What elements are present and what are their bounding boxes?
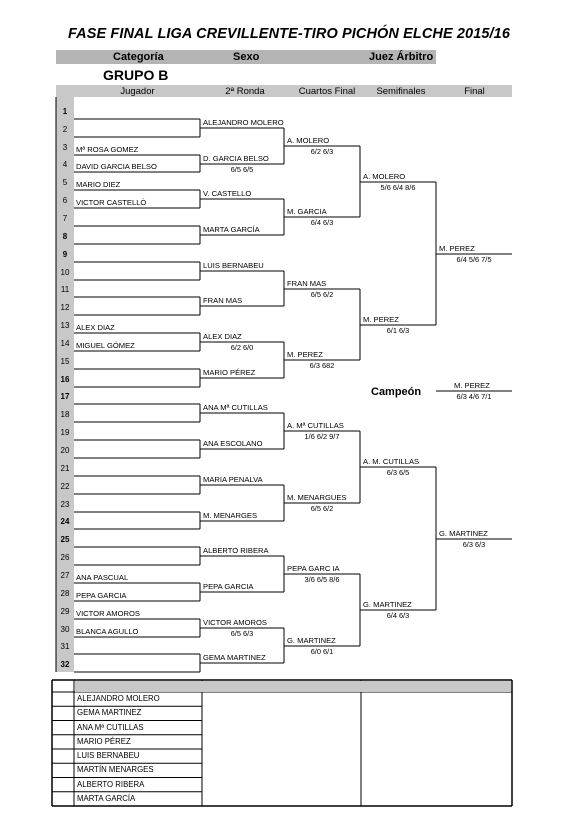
seed-name: GEMA MARTINEZ	[77, 708, 142, 718]
final-score: 6/4 5/6 7/5	[456, 255, 492, 264]
seed-number: 10	[60, 268, 70, 277]
seed-number: 27	[60, 571, 70, 580]
seed-name: MARTA GARCÍA	[77, 793, 136, 803]
r2-name: ALEX DIAZ	[203, 332, 242, 341]
qf-score: 6/2 6/3	[310, 147, 334, 156]
player-name: ALEX DIAZ	[76, 323, 115, 332]
player-name: Mª ROSA GOMEZ	[76, 145, 139, 154]
seed-number: 21	[60, 464, 70, 473]
seed-number: 14	[60, 339, 70, 348]
col-final: Final	[464, 86, 485, 97]
seed-number: 29	[60, 607, 70, 616]
seed-number: 4	[62, 160, 68, 169]
seeds-header-bar	[75, 681, 511, 692]
sf-score: 6/1 6/3	[386, 326, 410, 335]
seed-number: 5	[62, 178, 68, 187]
sf-name: A. MOLERO	[363, 172, 406, 181]
seed-number: 20	[60, 446, 70, 455]
r2-name: FRAN MAS	[203, 296, 243, 305]
seed-name: MARIO PÉREZ	[77, 736, 131, 746]
seed-number: 7	[62, 214, 68, 223]
qf-name: M. GARCIA	[287, 207, 327, 216]
col-cuartos: Cuartos Final	[298, 86, 356, 97]
r2-name: VICTOR AMOROS	[203, 618, 267, 627]
seed-number: 1	[62, 107, 68, 116]
r2-name: M. MENARGES	[203, 511, 258, 520]
player-name: VICTOR CASTELLÓ	[76, 198, 147, 207]
player-name: ANA PASCUAL	[76, 573, 129, 582]
qf-name: M. MENARGUES	[287, 493, 347, 502]
seed-number: 24	[60, 517, 70, 526]
r2-name: ANA Mª CUTILLAS	[203, 403, 268, 412]
seed-name: LUIS BERNABEU	[77, 751, 140, 760]
r2-name: ALEJANDRO MOLERO	[203, 118, 284, 127]
juez-label: Juez Árbitro	[369, 51, 434, 63]
r2-name: MARTA GARCÍA	[203, 225, 260, 234]
col-jugador: Jugador	[120, 86, 155, 97]
seed-number: 19	[60, 428, 70, 437]
qf-score: 3/6 6/5 8/6	[304, 575, 340, 584]
grupo-label: GRUPO B	[103, 67, 169, 83]
seed-name: ANA Mª CUTILLAS	[77, 722, 144, 732]
qf-score: 6/4 6/3	[310, 218, 334, 227]
player-name: BLANCA AGULLO	[76, 627, 139, 636]
seed-number: 12	[60, 303, 70, 312]
final-name: M. PEREZ	[439, 244, 475, 253]
r2-name: ALBERTO RIBERA	[203, 546, 269, 555]
seed-number: 6	[62, 196, 68, 205]
champion-label: Campeón	[371, 386, 422, 398]
r2-name: PEPA GARCIA	[203, 582, 254, 591]
seed-number: 25	[60, 535, 70, 544]
sf-name: G. MARTINEZ	[363, 600, 412, 609]
col-segunda-ronda: 2ª Ronda	[225, 86, 265, 97]
qf-name: A. MOLERO	[287, 136, 330, 145]
page-title: FASE FINAL LIGA CREVILLENTE-TIRO PICHÓN ELCHE 2015/16	[68, 26, 510, 42]
seed-number: 28	[60, 589, 70, 598]
sexo-label: Sexo	[233, 51, 260, 63]
champion-score: 6/3 4/6 7/1	[456, 392, 492, 401]
qf-score: 6/3 682	[309, 361, 335, 370]
r2-name: V. CASTELLO	[203, 189, 252, 198]
categoria-label: Categoría	[113, 51, 164, 63]
qf-score: 6/0 6/1	[310, 647, 334, 656]
seed-number: 16	[60, 375, 70, 384]
seed-name: ALEJANDRO MOLERO	[77, 694, 160, 703]
player-name: DAVID GARCIA BELSO	[76, 162, 157, 171]
qf-name: G. MARTINEZ	[287, 636, 336, 645]
qf-name: FRAN MAS	[287, 279, 327, 288]
r2-name: LUIS BERNABEU	[203, 261, 264, 270]
final-name: G. MARTINEZ	[439, 529, 488, 538]
player-name: MIGUEL GÓMEZ	[76, 341, 135, 350]
seed-number: 18	[60, 410, 70, 419]
seed-number: 26	[60, 553, 70, 562]
sf-score: 5/6 6/4 8/6	[380, 183, 416, 192]
r2-score: 6/2 6/0	[230, 343, 254, 352]
sf-score: 6/4 6/3	[386, 611, 410, 620]
qf-name: A. Mª CUTILLAS	[287, 421, 344, 430]
qf-name: M. PEREZ	[287, 350, 323, 359]
r2-name: ANA ESCOLANO	[203, 439, 263, 448]
r2-score: 6/5 6/5	[230, 165, 254, 174]
qf-name: PEPA GARC IA	[287, 564, 340, 573]
seed-name: ALBERTO RIBERA	[77, 779, 145, 789]
qf-score: 1/6 6/2 9/7	[304, 432, 340, 441]
qf-score: 6/5 6/2	[310, 504, 334, 513]
seed-name: MARTÍN MENARGES	[77, 765, 154, 775]
seed-number: 15	[60, 357, 70, 366]
final-score: 6/3 6/3	[462, 540, 486, 549]
sf-name: M. PEREZ	[363, 315, 399, 324]
seed-number: 22	[60, 482, 70, 491]
r2-name: MARIA PENALVA	[203, 475, 263, 484]
qf-score: 6/5 6/2	[310, 290, 334, 299]
seed-number: 31	[60, 642, 70, 651]
seed-number: 8	[62, 232, 68, 241]
seed-number: 13	[60, 321, 70, 330]
seed-number: 11	[60, 285, 70, 294]
player-name: PEPA GARCIA	[76, 591, 127, 600]
r2-name: GEMA MARTINEZ	[203, 653, 266, 662]
seed-number: 32	[60, 660, 70, 669]
seed-number: 17	[60, 392, 70, 401]
seed-number: 23	[60, 500, 70, 509]
champion-name: M. PEREZ	[454, 381, 490, 390]
r2-score: 6/5 6/3	[230, 629, 254, 638]
r2-name: MARIO PÉREZ	[203, 368, 256, 377]
r2-name: D. GARCIA BELSO	[203, 154, 269, 163]
player-name: VICTOR AMOROS	[76, 609, 140, 618]
seed-number: 3	[62, 143, 68, 152]
sf-score: 6/3 6/5	[386, 468, 410, 477]
sf-name: A. M. CUTILLAS	[363, 457, 420, 466]
col-semifinales: Semifinales	[376, 86, 426, 97]
seed-number: 30	[60, 625, 70, 634]
seed-number: 9	[62, 250, 68, 259]
seed-number: 2	[62, 125, 68, 134]
player-name: MARIO DIEZ	[76, 180, 121, 189]
